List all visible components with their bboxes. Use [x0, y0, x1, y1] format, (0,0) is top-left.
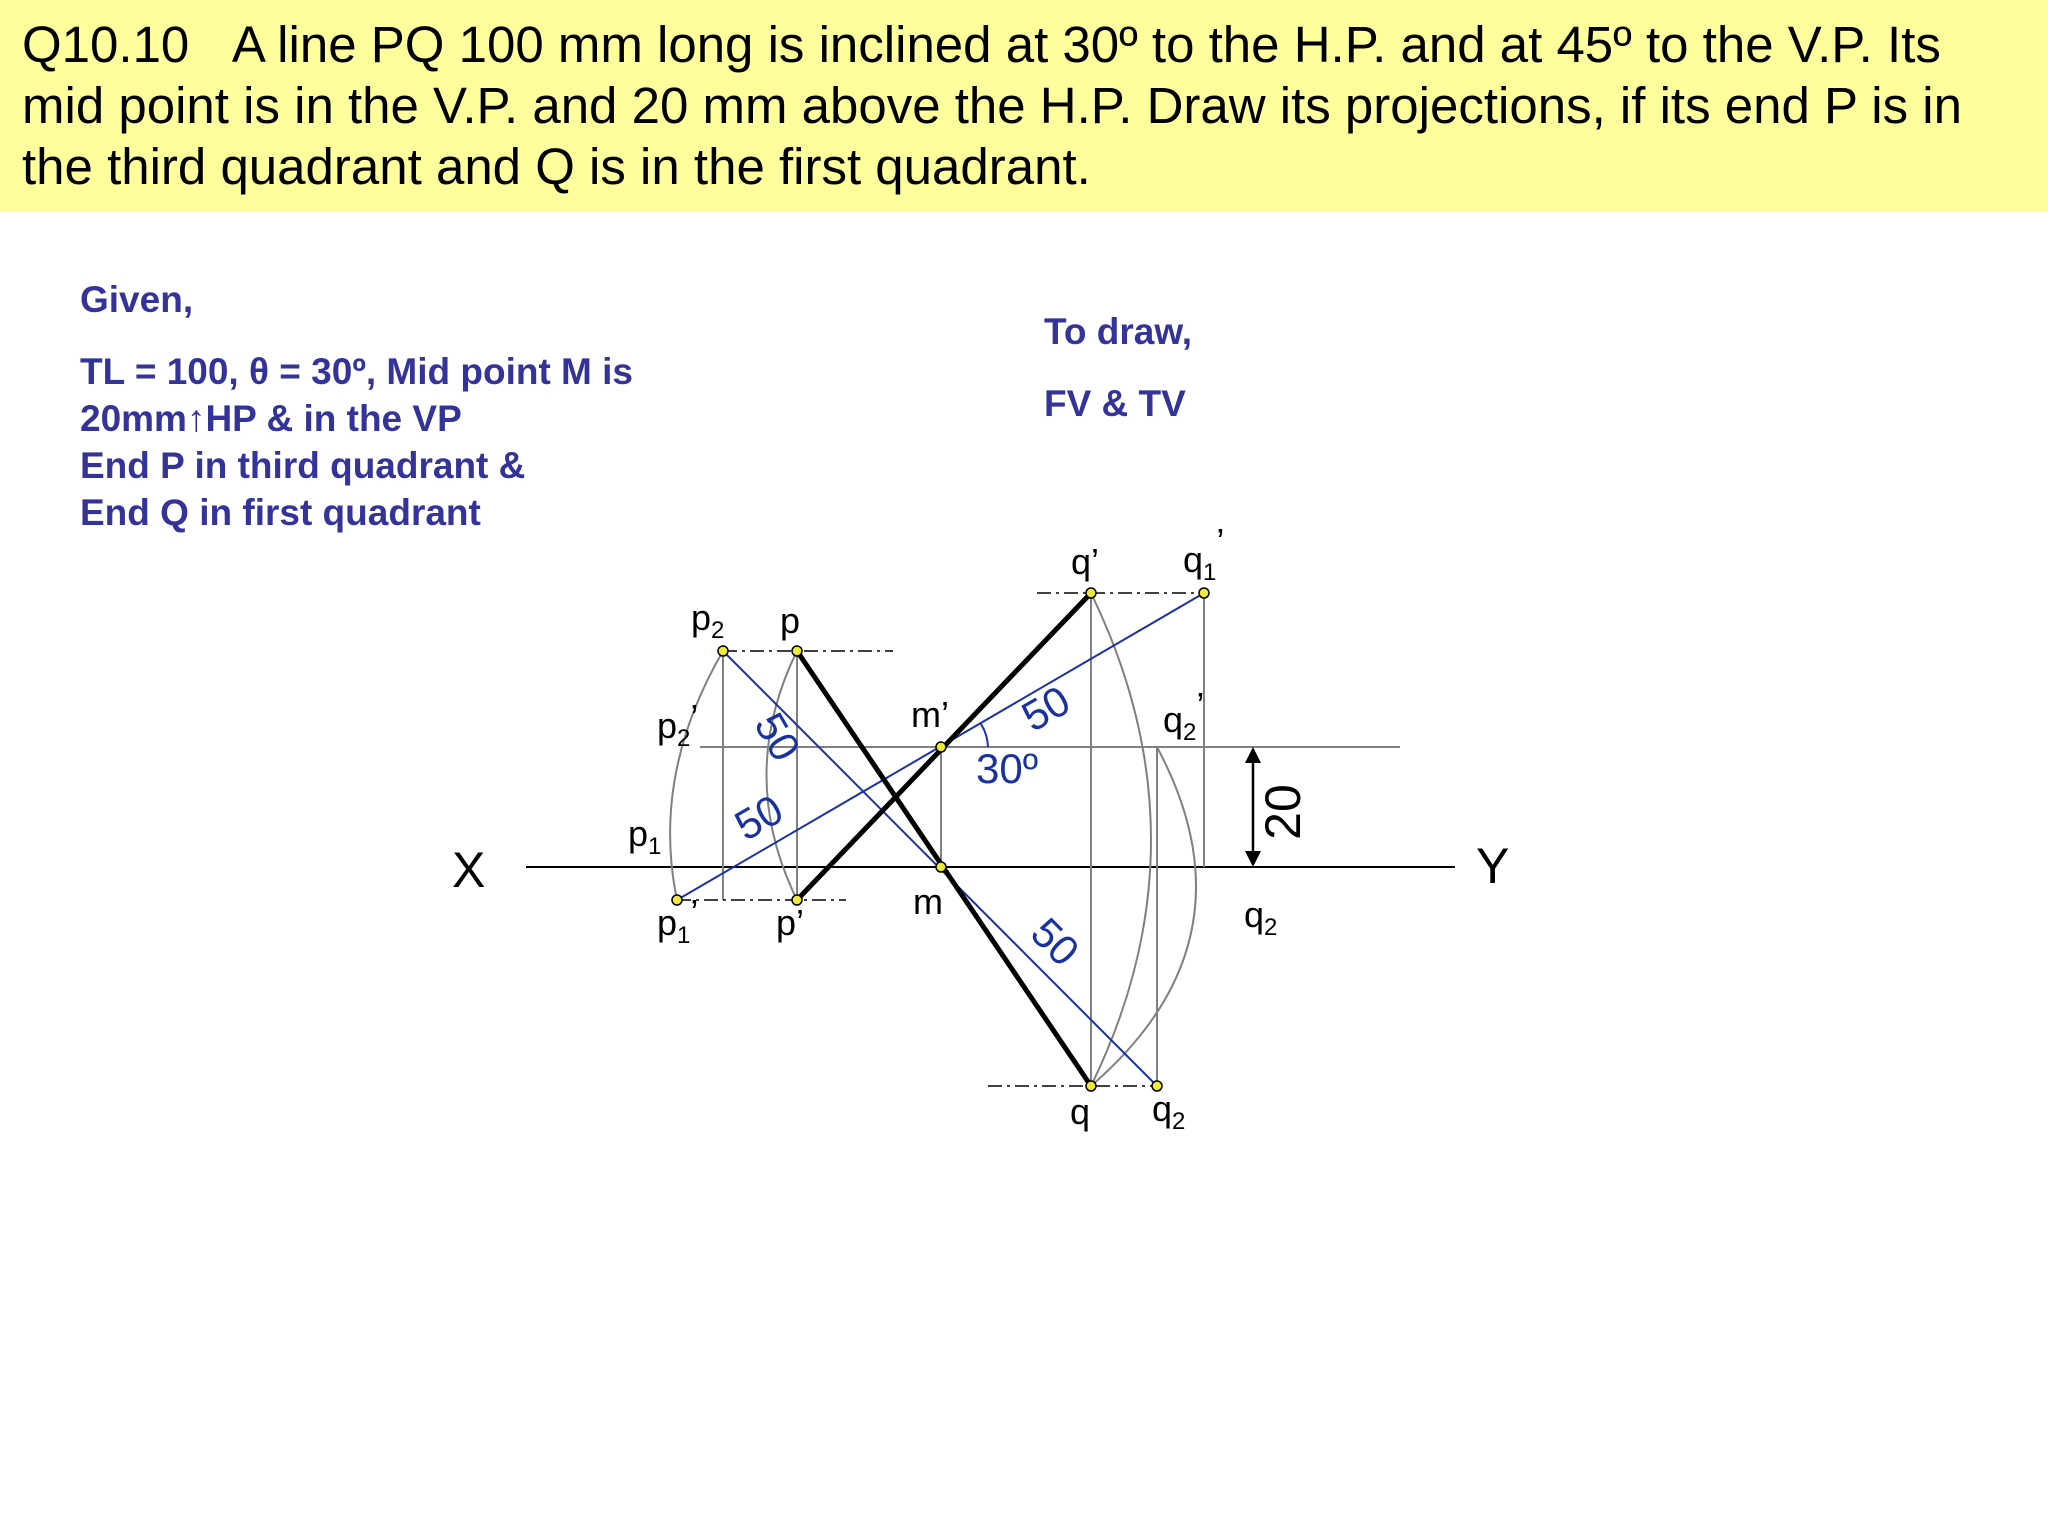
label-q: q	[1070, 1091, 1091, 1132]
label-p2-prime: $p_2$’	[657, 697, 699, 752]
angle-arc-30	[981, 724, 988, 747]
question-number: Q10.10	[22, 16, 190, 73]
question-body: A line PQ 100 mm long is inclined at 30º to the H.P. and at 45º to the V.P. Its mid point is in the V.P. and 20 mm above the H.P. Draw its projections, if its end P is in the third quadrant and Q is in the first quadrant.	[22, 16, 1962, 195]
arc-p2-p1	[670, 651, 723, 900]
point-m-prime	[936, 742, 946, 752]
arc-q-prime-q	[1091, 593, 1151, 1086]
given-line-2: 20mm↑HP & in the VP	[80, 398, 462, 439]
to-draw-value: FV & TV	[1044, 383, 1186, 424]
point-m	[936, 862, 946, 872]
label-p2: $p_2$	[691, 597, 725, 644]
axis-x-label: X	[452, 842, 486, 898]
dimension-arrow-top	[1245, 747, 1261, 763]
label-p-prime: p’	[776, 902, 805, 943]
label-m-prime: m’	[911, 694, 949, 735]
given-heading: Given,	[80, 279, 194, 320]
projectors	[723, 593, 1204, 1086]
point-q1-prime	[1199, 588, 1209, 598]
arc-p-p-prime	[767, 651, 798, 900]
label-50-lower-left: 50	[726, 785, 791, 850]
label-p1: $p_1$	[628, 813, 662, 860]
point-p	[792, 646, 802, 656]
label-q2: $q_2$	[1244, 894, 1278, 941]
label-m: m	[913, 881, 943, 922]
point-q	[1086, 1081, 1096, 1091]
angle-label-30: 30º	[976, 745, 1039, 792]
axis-y-label: Y	[1476, 838, 1510, 894]
label-50-lower-right: 50	[1022, 908, 1089, 975]
height-dimension	[1245, 747, 1311, 867]
label-q1-prime: $q_1$’	[1183, 521, 1225, 586]
label-50-upper-right: 50	[1013, 676, 1078, 741]
dimension-arrow-bottom	[1245, 851, 1261, 867]
label-q2-bottom: $q_2$	[1152, 1088, 1186, 1135]
label-50-upper-left: 50	[745, 704, 810, 769]
label-q2-prime: $q_2$’	[1163, 685, 1205, 746]
label-q-prime: q’	[1071, 541, 1100, 582]
dimension-20-label: 20	[1255, 784, 1311, 840]
label-p1-prime: $p_1$’	[657, 892, 699, 949]
to-draw-heading: To draw,	[1044, 311, 1192, 352]
point-p2	[718, 646, 728, 656]
point-q-prime	[1086, 588, 1096, 598]
given-line-3: End P in third quadrant &	[80, 445, 526, 486]
given-line-1: TL = 100, θ = 30º, Mid point M is	[80, 351, 634, 392]
given-line-4: End Q in first quadrant	[80, 492, 481, 533]
label-p: p	[780, 600, 801, 641]
